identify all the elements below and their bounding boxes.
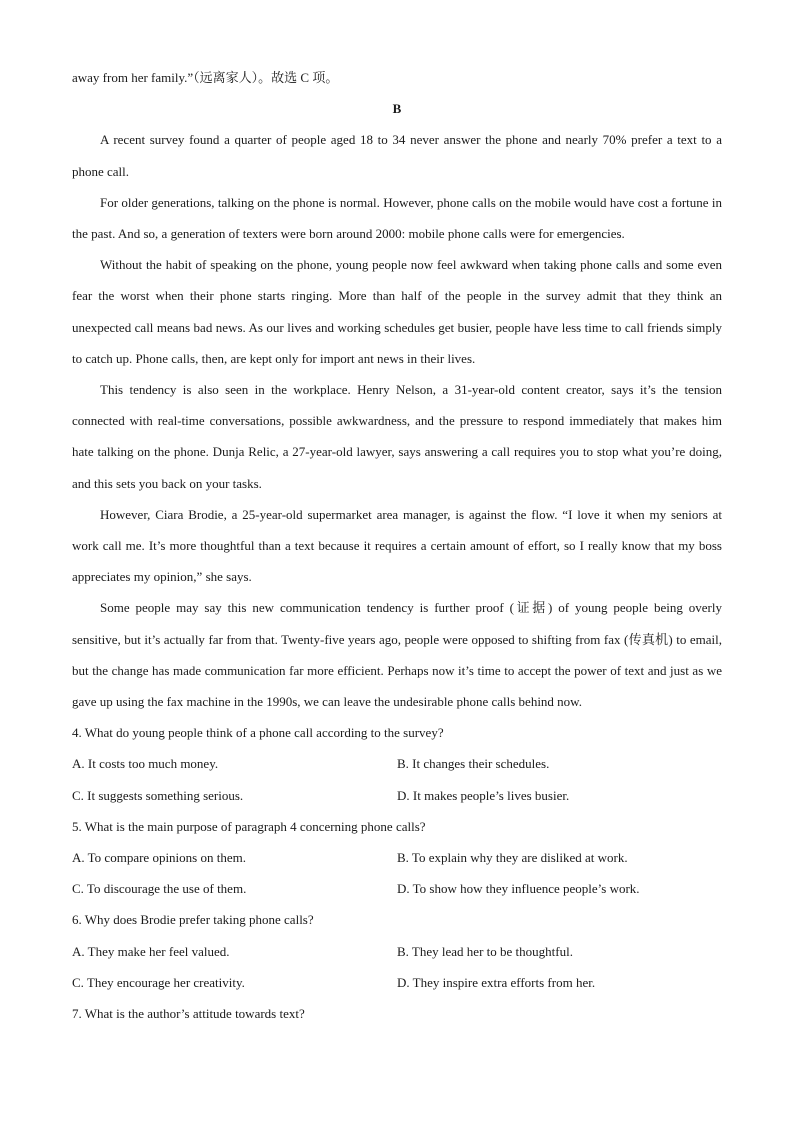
- question-stem: 5. What is the main purpose of paragraph 4 concerning phone calls?: [72, 818, 426, 834]
- option-c: C. To discourage the use of them.: [72, 881, 247, 897]
- question-6: [72, 904, 722, 998]
- paragraph-6: Some people may say this new communication tendency is further proof (证据) of young people being overly sensitive, but it’s actually far from that. Twenty-five years ago, people were opposed to shifting from fax (传真机) to email, but the change has made communication far more efficient. Perhaps now it’s time to accept the power of text and just as we gave up using the fax machine in the 1990s, we can leave the undesirable phone calls behind now.: [72, 600, 722, 710]
- option-c: C. It suggests something serious.: [72, 787, 244, 803]
- option-a: A. They make her feel valued.: [72, 943, 230, 959]
- intro-line: away from her family.”（远离家人）。故选 C 项。: [72, 70, 339, 85]
- section-heading: B: [392, 101, 402, 117]
- question-4: [72, 717, 722, 811]
- option-row: [72, 936, 722, 967]
- option-b: B. It changes their schedules.: [397, 756, 550, 772]
- question-stem: 7. What is the author’s attitude towards text?: [72, 1006, 305, 1022]
- paragraph-2: For older generations, talking on the phone is normal. However, phone calls on the mobile would have cost a fortune in the past. And so, a generation of texters were born around 2000: mobile phone calls were for emergencies.: [72, 194, 722, 242]
- paragraph-1: A recent survey found a quarter of people aged 18 to 34 never answer the phone and nearly 70% prefer a text to a phone call.: [72, 132, 722, 179]
- option-d: D. To show how they influence people’s work.: [397, 881, 640, 897]
- option-row: [72, 780, 722, 811]
- question-stem: 4. What do young people think of a phone call according to the survey?: [72, 725, 444, 741]
- option-d: D. It makes people’s lives busier.: [397, 787, 570, 803]
- paragraph-3: Without the habit of speaking on the phone, young people now feel awkward when taking phone calls and some even fear the worst when their phone starts ringing. More than half of the people in the survey admit that they think an unexpected call means bad news. As our lives and working schedules get busier, people have less time to call friends simply to catch up. Phone calls, then, are kept only for import ant news in their lives.: [72, 257, 722, 366]
- option-c: C. They encourage her creativity.: [72, 974, 245, 990]
- document-page: [72, 62, 722, 1029]
- question-7: [72, 998, 722, 1029]
- option-a: A. To compare opinions on them.: [72, 850, 246, 866]
- question-stem: 6. Why does Brodie prefer taking phone calls?: [72, 912, 314, 928]
- option-d: D. They inspire extra efforts from her.: [397, 974, 596, 990]
- option-b: B. To explain why they are disliked at work.: [397, 850, 628, 866]
- option-a: A. It costs too much money.: [72, 756, 219, 772]
- paragraph-5: However, Ciara Brodie, a 25-year-old supermarket area manager, is against the flow. “I love it when my seniors at work call me. It’s more thoughtful than a text because it requires a certain amount of effort, so I really know that my boss appreciates my opinion,” she says.: [72, 506, 722, 585]
- paragraph-4: This tendency is also seen in the workplace. Henry Nelson, a 31-year-old content creator, says it’s the tension connected with real-time conversations, possible awkwardness, and the pressure to respond immediately that makes him hate talking on the phone. Dunja Relic, a 27-year-old lawyer, says answering a call requires you to stop what you’re doing, and this sets you back on your tasks.: [72, 382, 722, 491]
- option-b: B. They lead her to be thoughtful.: [397, 943, 573, 959]
- option-row: [72, 748, 722, 779]
- option-row: [72, 842, 722, 873]
- option-row: [72, 967, 722, 998]
- option-row: [72, 873, 722, 904]
- question-5: [72, 811, 722, 905]
